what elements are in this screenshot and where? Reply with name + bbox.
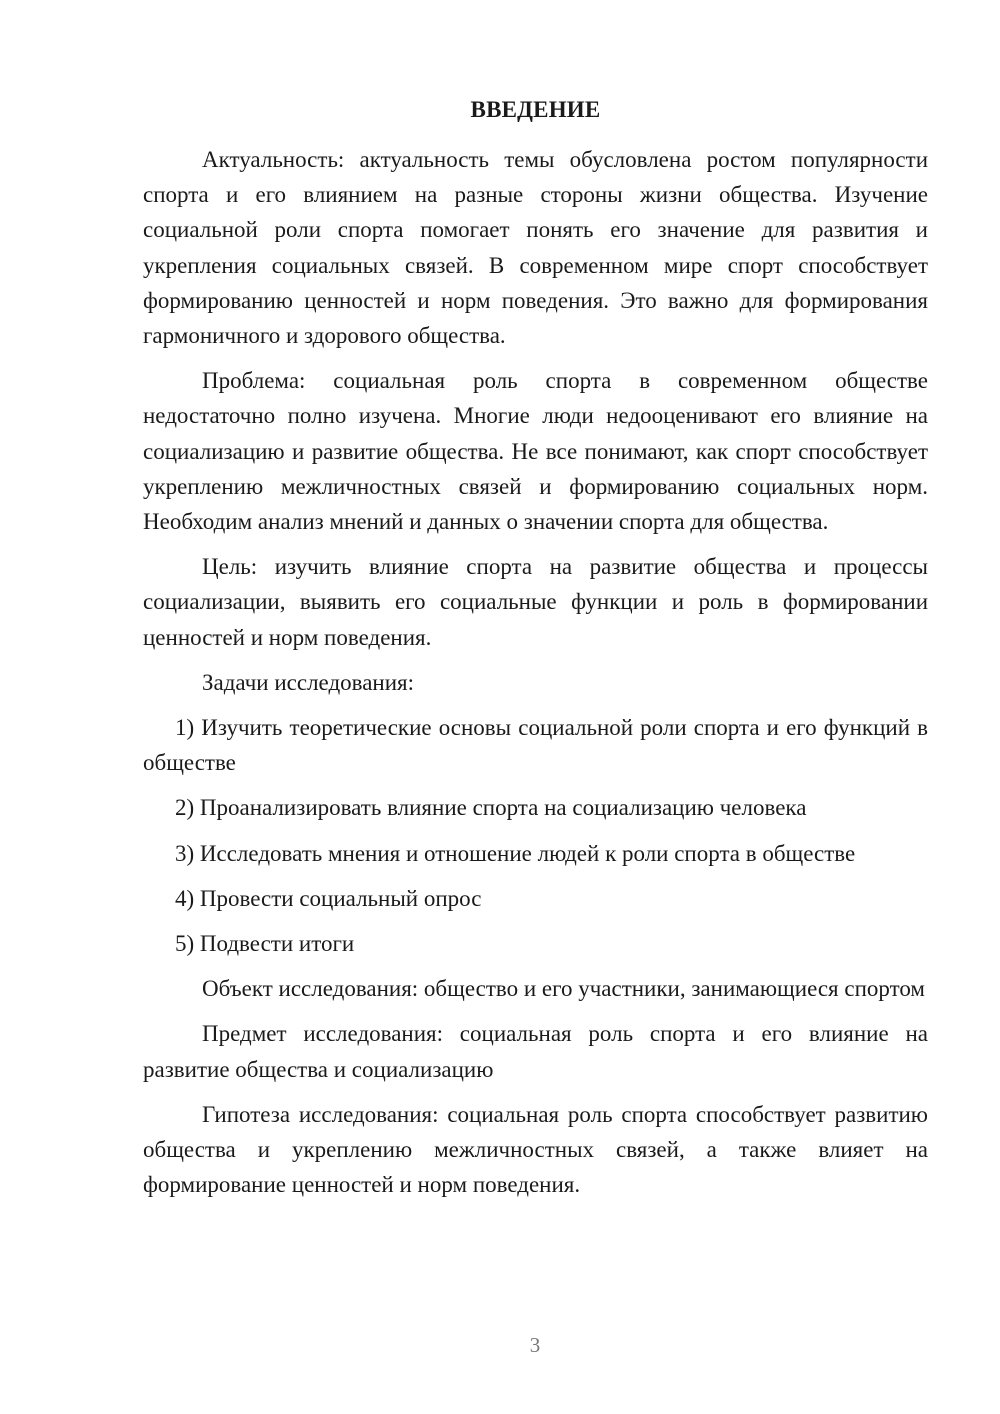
- task-item-3: 3) Исследовать мнения и отношение людей к роли спорта в обществе: [175, 840, 856, 866]
- paragraph-relevance: Актуальность: актуальность темы обусловлена ростом популярности спорта и его влиянием на разные стороны жизни общества. Изучение социальной роли спорта помогает понять его значение для развития и укрепления социальных связей. В современном мире спорт способствует формированию ценностей и норм поведения. Это важно для формирования гармоничного и здорового общества.: [143, 147, 928, 349]
- paragraph-problem: Проблема: социальная роль спорта в современном обществе недостаточно полно изучена. Многие люди недооценивают его влияние на социализацию и развитие общества. Не все понимают, как спорт способствует укреплению межличностных связей и формированию социальных норм. Необходим анализ мнений и данных о значении спорта для общества.: [143, 368, 928, 535]
- document-page: [143, 92, 928, 1202]
- paragraph-subject: Предмет исследования: социальная роль спорта и его влияние на развитие общества и социализацию: [143, 1021, 928, 1082]
- page-title: ВВЕДЕНИЕ: [470, 97, 601, 122]
- paragraph-goal: Цель: изучить влияние спорта на развитие общества и процессы социализации, выявить его социальные функции и роль в формировании ценностей и норм поведения.: [143, 554, 928, 650]
- paragraph-object: Объект исследования: общество и его участники, занимающиеся спортом: [202, 976, 925, 1002]
- task-item-4: 4) Провести социальный опрос: [175, 885, 482, 911]
- paragraph-tasks-heading: Задачи исследования:: [202, 669, 415, 695]
- task-item-5: 5) Подвести итоги: [175, 931, 355, 957]
- page-number: 3: [529, 1333, 541, 1357]
- task-item-1: 1) Изучить теоретические основы социальной роли спорта и его функций в обществе: [143, 715, 928, 776]
- task-item-2: 2) Проанализировать влияние спорта на социализацию человека: [175, 795, 807, 821]
- paragraph-hypothesis: Гипотеза исследования: социальная роль спорта способствует развитию общества и укреплению межличностных связей, а также влияет на формирование ценностей и норм поведения.: [143, 1101, 928, 1198]
